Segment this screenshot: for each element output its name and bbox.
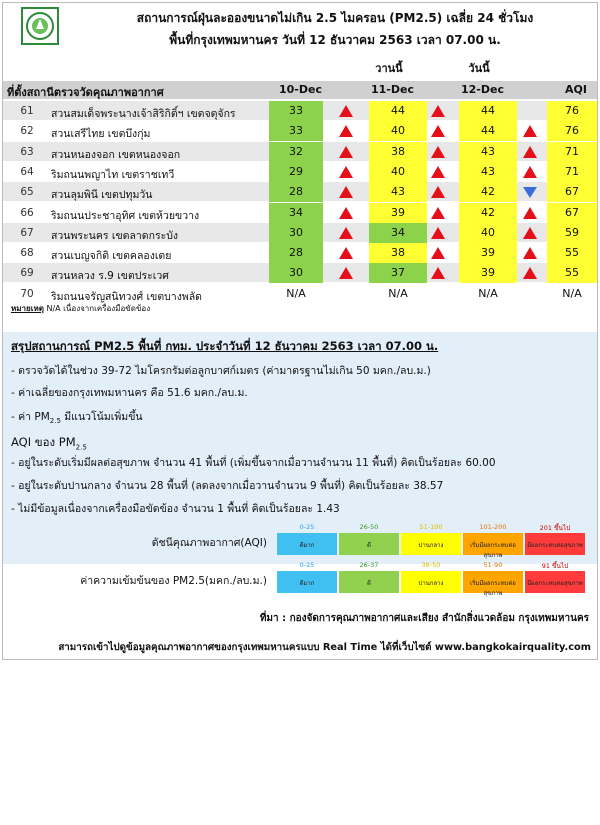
legend-level: มีผลกระทบต่อสุขภาพ [527, 542, 583, 549]
station-name: สวนสมเด็จพระนางเจ้าสิริกิติ์ฯ เขตจตุจักร [51, 108, 236, 120]
station-number: 61 [20, 105, 34, 117]
station-number: 65 [20, 186, 34, 199]
trend-up-icon [523, 166, 537, 178]
pm25-value: 42 [459, 203, 517, 223]
legend-range: 0-25 [299, 561, 315, 569]
trend-up-icon [431, 186, 445, 198]
aqi-value: 67 [547, 182, 597, 202]
pm25-value: 33 [269, 121, 323, 141]
pm25-value: 40 [369, 121, 427, 141]
trend-post: มีแนวโน้มเพิ่มขึ้น [60, 411, 143, 423]
aqi-bullet-1: - อยู่ในระดับเริ่มมีผลต่อสุขภาพ จำนวน 41 พื้นที่ (เพิ่มขึ้นจากเมื่อวานจำนวน 11 พื้นที่) คิดเป็นร้อยละ 60.00 [11, 457, 496, 469]
pm25-value: 33 [269, 101, 323, 121]
station-name: สวนพระนคร เขตลาดกระบัง [51, 229, 179, 242]
pm25-value: 38 [369, 243, 427, 263]
trend-up-icon [339, 146, 353, 158]
pm25-value: N/A [478, 286, 498, 300]
aqi-sub: 2.5 [75, 443, 87, 452]
station-name: สวนเบญจกิติ เขตคลองเตย [51, 250, 172, 263]
pm25-value: 39 [459, 243, 517, 263]
aqi-bullet-3: - ไม่มีข้อมูลเนื่องจากเครื่องมือขัดข้อง จำนวน 1 พื้นที่ คิดเป็นร้อยละ 1.43 [11, 503, 340, 515]
aqi-heading [11, 434, 87, 452]
trend-up-icon [339, 227, 353, 239]
trend-up-icon [431, 125, 445, 137]
legend-box [277, 561, 337, 593]
legend-box [339, 561, 399, 593]
legend-box [339, 523, 399, 555]
table-row [3, 101, 597, 121]
summary-bullet-average: - ค่าเฉลี่ยของกรุงเทพมหานคร คือ 51.6 มคก./ลบ.ม. [11, 387, 248, 399]
report-header [3, 3, 597, 51]
legend-range: 91 ขึ้นไป [541, 562, 569, 570]
pm25-value: 30 [269, 263, 323, 283]
pm25-value: 37 [369, 263, 427, 283]
pm25-value: 38 [369, 142, 427, 162]
table-row [3, 142, 597, 162]
trend-pre: - ค่า PM [11, 411, 50, 423]
trend-up-icon [339, 267, 353, 279]
legend-aqi-label: ดัชนีคุณภาพอากาศ(AQI) [151, 537, 267, 549]
col-12dec: 12-Dec [461, 83, 504, 96]
station-number: 69 [20, 267, 34, 280]
trend-up-icon [523, 227, 537, 239]
station-name: ริมถนนจรัญสนิทวงศ์ เขตบางพลัด [51, 290, 202, 303]
trend-up-icon [431, 146, 445, 158]
legend-box [401, 523, 461, 555]
legend-level: เริ่มมีผลกระทบต่อสุขภาพ [470, 580, 516, 597]
station-number: 68 [20, 247, 34, 260]
trend-up-icon [339, 105, 353, 117]
day-label-yesterday: วานนี้ [375, 62, 403, 75]
pm25-value: 43 [459, 162, 517, 182]
pm25-value: 43 [459, 142, 517, 162]
summary-bullet-range: - ตรวจวัดได้ในช่วง 39-72 ไมโครกรัมต่อลูกบาศก์เมตร (ค่ามาตรฐานไม่เกิน 50 มคก./ลบ.ม.) [11, 365, 431, 377]
aqi-value: 71 [547, 162, 597, 182]
pm25-value: 40 [459, 223, 517, 243]
pm25-report [2, 2, 598, 660]
source-text: ที่มา : กองจัดการคุณภาพอากาศและเสียง สำนักสิ่งแวดล้อม กรุงเทพมหานคร [259, 613, 589, 624]
station-name: สวนหลวง ร.9 เขตประเวศ [51, 270, 169, 283]
pm25-value: 42 [459, 182, 517, 202]
legend-level: ปานกลาง [418, 542, 444, 549]
station-name: ริมถนนประชาอุทิศ เขตห้วยขวาง [51, 209, 200, 222]
legend-range: 51-90 [483, 561, 503, 569]
trend-up-icon [523, 125, 537, 137]
trend-up-icon [339, 247, 353, 259]
pm25-value: 29 [269, 162, 323, 182]
legend-range: 0-25 [299, 523, 315, 531]
trend-up-icon [523, 247, 537, 259]
station-number: 63 [20, 145, 34, 158]
trend-up-icon [431, 105, 445, 117]
legend-box [401, 561, 461, 593]
pm25-value: 28 [269, 182, 323, 202]
table-row [3, 182, 597, 202]
legend-box [277, 523, 337, 555]
bangkok-seal-icon [21, 7, 59, 45]
trend-up-icon [339, 207, 353, 219]
table-row [3, 203, 597, 223]
report-title: สถานการณ์ฝุ่นละอองขนาดไม่เกิน 2.5 ไมครอน (PM2.5) เฉลี่ย 24 ชั่วโมง [136, 11, 534, 25]
trend-up-icon [523, 267, 537, 279]
station-number: 70 [20, 287, 34, 300]
trend-up-icon [431, 207, 445, 219]
table-header [3, 81, 597, 99]
aqi-value: 76 [547, 101, 597, 121]
legend-level: ดี [367, 580, 371, 587]
note-text: N/A เนื่องจากเครื่องมือขัดข้อง [46, 304, 151, 313]
legend-level: ดีมาก [299, 542, 315, 549]
legend-box [463, 561, 523, 597]
aqi-value: 71 [547, 142, 597, 162]
station-number: 64 [20, 165, 34, 178]
summary-bullet-trend [11, 408, 143, 425]
aqi-value: 67 [547, 203, 597, 223]
summary-heading: สรุปสถานการณ์ PM2.5 พื้นที่ กทม. ประจำวันที่ 12 ธันวาคม 2563 เวลา 07.00 น. [11, 339, 439, 353]
pm25-value: N/A [388, 286, 408, 300]
table-row [3, 162, 597, 182]
pm25-value: 44 [459, 121, 517, 141]
legend-range: 201 ขึ้นไป [539, 524, 571, 532]
table-row [3, 223, 597, 243]
station-number: 66 [20, 206, 34, 219]
legend-box [525, 524, 585, 555]
pm25-value: 30 [269, 223, 323, 243]
aqi-value: 76 [547, 121, 597, 141]
trend-up-icon [339, 125, 353, 137]
legend-pm-label: ค่าความเข้มข้นของ PM2.5(มคก./ลบ.ม.) [80, 575, 267, 587]
legend-level: ดี [367, 542, 371, 549]
legend-level: ดีมาก [299, 580, 315, 587]
col-station: ที่ตั้งสถานีตรวจวัดคุณภาพอากาศ [7, 86, 164, 99]
aqi-pre: AQI ของ PM [11, 435, 76, 449]
pm25-value: 32 [269, 142, 323, 162]
pm25-value: 44 [459, 101, 517, 121]
table-row [3, 263, 597, 283]
trend-up-icon [523, 207, 537, 219]
note-label: หมายเหตุ [11, 304, 44, 313]
trend-up-icon [339, 166, 353, 178]
realtime-link-text[interactable]: สามารถเข้าไปดูข้อมูลคุณภาพอากาศของกรุงเทพมหานครแบบ Real Time ได้ที่เว็บไซต์ www.bangkokairquality.com [58, 642, 591, 653]
station-number: 67 [20, 226, 34, 239]
legend-range: 26-50 [359, 523, 379, 531]
trend-up-icon [523, 146, 537, 158]
trend-up-icon [339, 186, 353, 198]
station-number: 62 [20, 125, 34, 138]
station-name: สวนลุมพินี เขตปทุมวัน [51, 189, 153, 202]
pm25-value: 39 [459, 263, 517, 283]
note [11, 302, 150, 315]
pm25-value: 40 [369, 162, 427, 182]
trend-up-icon [431, 267, 445, 279]
trend-up-icon [431, 166, 445, 178]
aqi-value: 55 [547, 263, 597, 283]
legend-box [463, 523, 523, 559]
pm25-value: 28 [269, 243, 323, 263]
pm25-value: 39 [369, 203, 427, 223]
station-name: สวนหนองจอก เขตหนองจอก [51, 148, 181, 161]
table-row [3, 284, 597, 304]
legend-level: มีผลกระทบต่อสุขภาพ [527, 580, 583, 587]
pm25-value: 34 [369, 223, 427, 243]
col-11dec: 11-Dec [371, 83, 414, 96]
aqi-value: N/A [562, 286, 582, 300]
report-subtitle: พื้นที่กรุงเทพมหานคร วันที่ 12 ธันวาคม 2563 เวลา 07.00 น. [169, 33, 501, 47]
legend-range: 101-200 [479, 523, 507, 531]
legend-level: เริ่มมีผลกระทบต่อสุขภาพ [470, 542, 516, 559]
legend-box [525, 562, 585, 593]
day-label-today: วันนี้ [468, 62, 490, 75]
aqi-value: 55 [547, 243, 597, 263]
trend-sub: 2.5 [49, 417, 61, 426]
legend-range: 26-37 [359, 561, 379, 569]
trend-up-icon [431, 247, 445, 259]
aqi-bullet-2: - อยู่ในระดับปานกลาง จำนวน 28 พื้นที่ (ลดลงจากเมื่อวานจำนวน 9 พื้นที่) คิดเป็นร้อยละ 38.57 [11, 480, 444, 492]
station-name: ริมถนนพญาไท เขตราชเทวี [51, 168, 175, 181]
pm25-value: 43 [369, 182, 427, 202]
aqi-value: 59 [547, 223, 597, 243]
col-10dec: 10-Dec [279, 83, 322, 96]
pm25-value: 44 [369, 101, 427, 121]
table-row [3, 243, 597, 263]
legend-range: 38-50 [421, 561, 441, 569]
station-name: สวนเสรีไทย เขตบึงกุ่ม [51, 128, 151, 141]
legend-level: ปานกลาง [418, 580, 444, 587]
pm25-value: N/A [286, 286, 306, 300]
table-row [3, 121, 597, 141]
legend-range: 51-100 [419, 523, 443, 531]
trend-down-icon [523, 187, 537, 198]
pm25-value: 34 [269, 203, 323, 223]
col-aqi: AQI [565, 83, 587, 96]
trend-up-icon [431, 227, 445, 239]
